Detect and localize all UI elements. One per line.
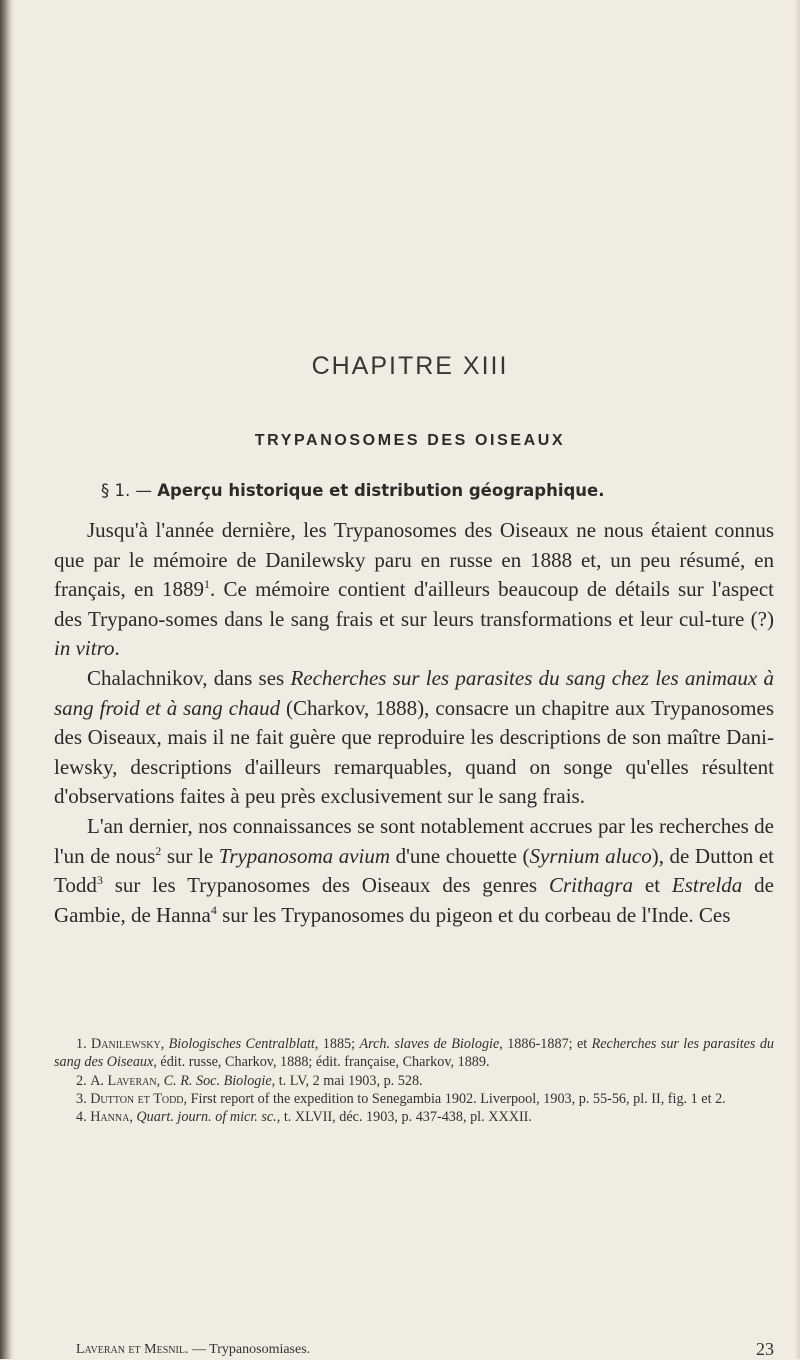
italic-run: Syrnium aluco xyxy=(529,843,652,868)
italic-run: in vitro xyxy=(54,636,115,661)
footnote-2 xyxy=(54,1072,774,1090)
italic-run: Trypanosoma avium xyxy=(218,843,391,868)
text-run: Jusqu'à l'année dernière, les Trypanosomes des Oiseaux ne nous étaient connus que par le mémoire de Danilewsky paru en russe en 1888 et, un peu résumé, en français, en 1889 xyxy=(54,518,774,602)
text-run: , édit. russe, Charkov, 1888; édit. française, Charkov, 1889. xyxy=(153,1054,490,1071)
text-run: de Gambie, de Hanna xyxy=(54,873,775,927)
footer-book-title: . — Trypanosomiases. xyxy=(184,1342,311,1357)
section-title: Aperçu historique et distribution géographique. xyxy=(157,481,605,500)
text-run: , xyxy=(160,1036,169,1052)
text-run: , 1885; xyxy=(314,1036,360,1052)
page-number: 23 xyxy=(756,1339,774,1359)
italic-run: Recherches sur les parasites du sang des Oiseaux xyxy=(54,1036,775,1071)
footnote-1 xyxy=(54,1035,774,1072)
footnote-author: Danilewsky xyxy=(91,1036,161,1052)
text-run: et xyxy=(633,873,672,898)
text-run: , t. XLVII, déc. 1903, p. 437-438, pl. XXXII. xyxy=(276,1109,532,1126)
italic-run: Recherches sur les parasites du sang chez les animaux à sang froid et à sang chaud xyxy=(54,665,774,720)
footnotes xyxy=(54,1035,774,1126)
text-run: . Ce mémoire contient d'ailleurs beaucoup de détails sur l'aspect des Trypano-somes dans le sang frais et sur leurs transformations et leur cul-ture (?) xyxy=(54,577,774,631)
chapter-heading: CHAPITRE XIII xyxy=(311,352,509,380)
italic-run: Estrelda xyxy=(671,873,743,898)
italic-run: Biologisches Centralblatt xyxy=(168,1036,315,1052)
text-run: ), de Dutton et Todd xyxy=(54,843,774,898)
text-run: , 1886-1887; et xyxy=(499,1036,592,1052)
italic-run: Arch. slaves de Biologie xyxy=(359,1036,500,1052)
section-number: § 1. — xyxy=(101,481,158,500)
footnote-author: Hanna xyxy=(90,1109,130,1126)
text-run: (Charkov, 1888), consacre un chapitre aux Trypanosomes des Oiseaux, mais il ne fait guère que reproduire les descriptions de son maître Dani-lewsky, descriptions d'ailleurs remarquables, quand on songe qu'elles résultent d'observations faites à peu près exclusivement sur le sang frais. xyxy=(54,695,774,809)
footnote-ref: 1 xyxy=(204,577,211,592)
book-page xyxy=(40,0,780,1359)
page-edge-shadow xyxy=(794,0,800,1359)
chapter-title: TRYPANOSOMES DES OISEAUX xyxy=(254,432,566,449)
footnote-number: 3. xyxy=(76,1090,91,1107)
footnote-ref: 2 xyxy=(155,843,162,858)
footer-authors: Laveran et Mesnil xyxy=(76,1342,185,1357)
text-run: , t. LV, 2 mai 1903, p. 528. xyxy=(271,1072,423,1089)
text-run: d'une chouette ( xyxy=(390,843,530,868)
text-run: , xyxy=(156,1072,164,1089)
paragraph-2 xyxy=(54,664,774,812)
footnote-author: Dutton et Todd xyxy=(90,1090,184,1107)
body-text xyxy=(54,516,774,930)
italic-run: Crithagra xyxy=(548,873,634,898)
paragraph-1 xyxy=(54,516,774,664)
text-run: Chalachnikov, dans ses xyxy=(87,665,291,690)
footnote-ref: 3 xyxy=(96,873,103,888)
footnote-3 xyxy=(54,1090,774,1108)
text-run: . xyxy=(114,636,120,661)
footnote-number: 1. xyxy=(76,1036,92,1052)
text-run: , First report of the expedition to Senegambia 1902. Liverpool, 1903, p. 55-56, pl. II, fig. 1 et 2. xyxy=(183,1090,726,1107)
text-run: L'an dernier, nos connaissances se sont notablement accrues par les recherches de l'un de nous xyxy=(54,813,774,868)
section-heading xyxy=(101,481,605,500)
footnote-author: A. Laveran xyxy=(90,1072,157,1089)
text-run: sur les Trypanosomes des Oiseaux des genres xyxy=(102,873,549,898)
italic-run: C. R. Soc. Biologie xyxy=(163,1072,272,1089)
text-run: , xyxy=(129,1109,137,1126)
italic-run: Quart. journ. of micr. sc. xyxy=(136,1109,277,1126)
paragraph-3 xyxy=(54,812,774,930)
footnote-4 xyxy=(54,1108,774,1126)
page-binding-shadow xyxy=(0,0,14,1359)
text-run: sur les Trypanosomes du pigeon et du corbeau de l'Inde. Ces xyxy=(216,902,731,927)
footnote-ref: 4 xyxy=(210,902,217,917)
footnote-number: 2. xyxy=(76,1072,91,1089)
running-footer xyxy=(76,1342,310,1358)
text-run: sur le xyxy=(161,843,219,868)
footnote-number: 4. xyxy=(76,1109,91,1126)
